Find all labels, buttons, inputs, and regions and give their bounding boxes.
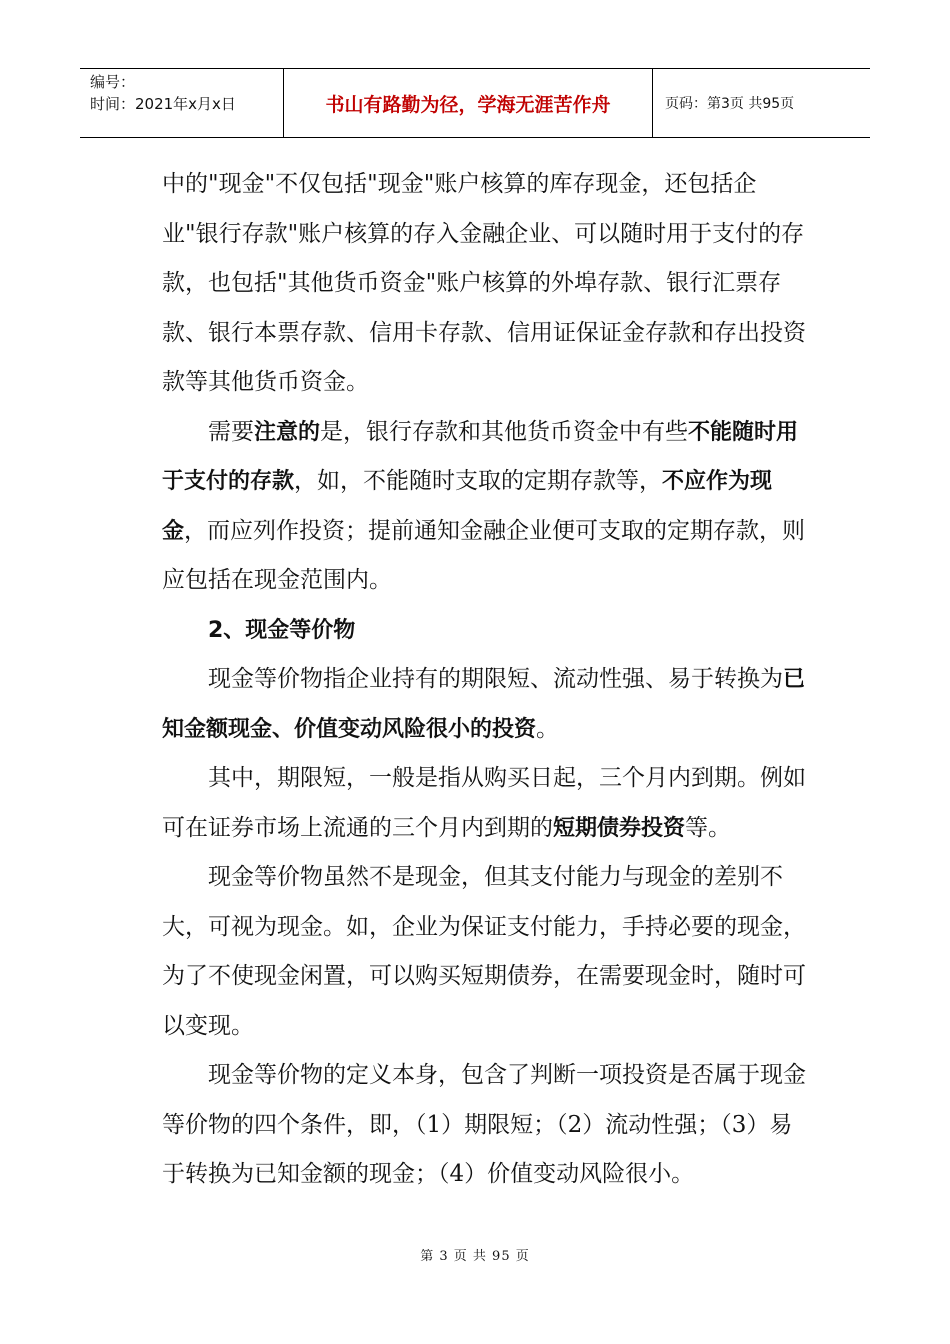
text-run: 现金等价物指企业持有的期限短、流动性强、易于转换为 <box>208 666 783 692</box>
bold-text: 短期债券投资 <box>553 815 686 841</box>
paragraph-6: 现金等价物的定义本身，包含了判断一项投资是否属于现金等价物的四个条件，即，（1）期限短；（2）流动性强；（3）易于转换为已知金额的现金；（4）价值变动风险很小。 <box>162 1062 806 1187</box>
bold-text: 注意的 <box>254 419 321 445</box>
paragraph-1: 中的"现金"不仅包括"现金"账户核算的库存现金，还包括企业"银行存款"账户核算的存入金融企业、可以随时用于支付的存款，也包括"其他货币资金"账户核算的外埠存款、银行汇票存款、银行本票存款、信用卡存款、信用证保证金存款和存出投资款等其他货币资金。 <box>162 171 806 395</box>
text-run: 等。 <box>685 814 732 841</box>
paragraph-2 <box>162 408 812 606</box>
text-run: 其中，期限短，一般是指从购买日起，三个月内到期。例如可在证券市场上流通的三个月内到期的 <box>162 765 806 841</box>
paragraph-3 <box>162 655 812 754</box>
text-run: 。 <box>536 715 560 742</box>
time-label: 时间：2021年x月x日 <box>90 95 236 113</box>
number-label: 编号： <box>90 73 136 91</box>
page-header <box>80 68 870 138</box>
bold-text: 不能随时用于支付的存款 <box>162 419 799 494</box>
bold-text: 不应作为现金 <box>162 469 773 544</box>
section-heading: 2、现金等价物 <box>208 617 356 643</box>
text-run: ，如，不能随时支取的定期存款等， <box>294 468 663 494</box>
text-run: 是，银行存款和其他货币资金中有些 <box>320 418 689 445</box>
text-run: ，而应列作投资；提前通知金融企业便可支取的定期存款，则应包括在现金范围内。 <box>162 517 806 593</box>
bold-text: 已知金额现金、价值变动风险很小的投资 <box>162 667 806 742</box>
paragraph-4 <box>162 754 812 853</box>
text-run: 需要 <box>208 418 254 445</box>
header-meta <box>80 69 283 137</box>
page-footer: 第 3 页 共 95 页 <box>420 1249 530 1264</box>
header-page-number: 页码：第3页 共95页 <box>665 96 795 112</box>
header-motto: 书山有路勤为径，学海无涯苦作舟 <box>283 69 653 137</box>
document-body <box>162 160 812 1200</box>
paragraph-5: 现金等价物虽然不是现金，但其支付能力与现金的差别不大，可视为现金。如，企业为保证支付能力，手持必要的现金，为了不使现金闲置，可以购买短期债券，在需要现金时，随时可以变现。 <box>162 864 806 1039</box>
